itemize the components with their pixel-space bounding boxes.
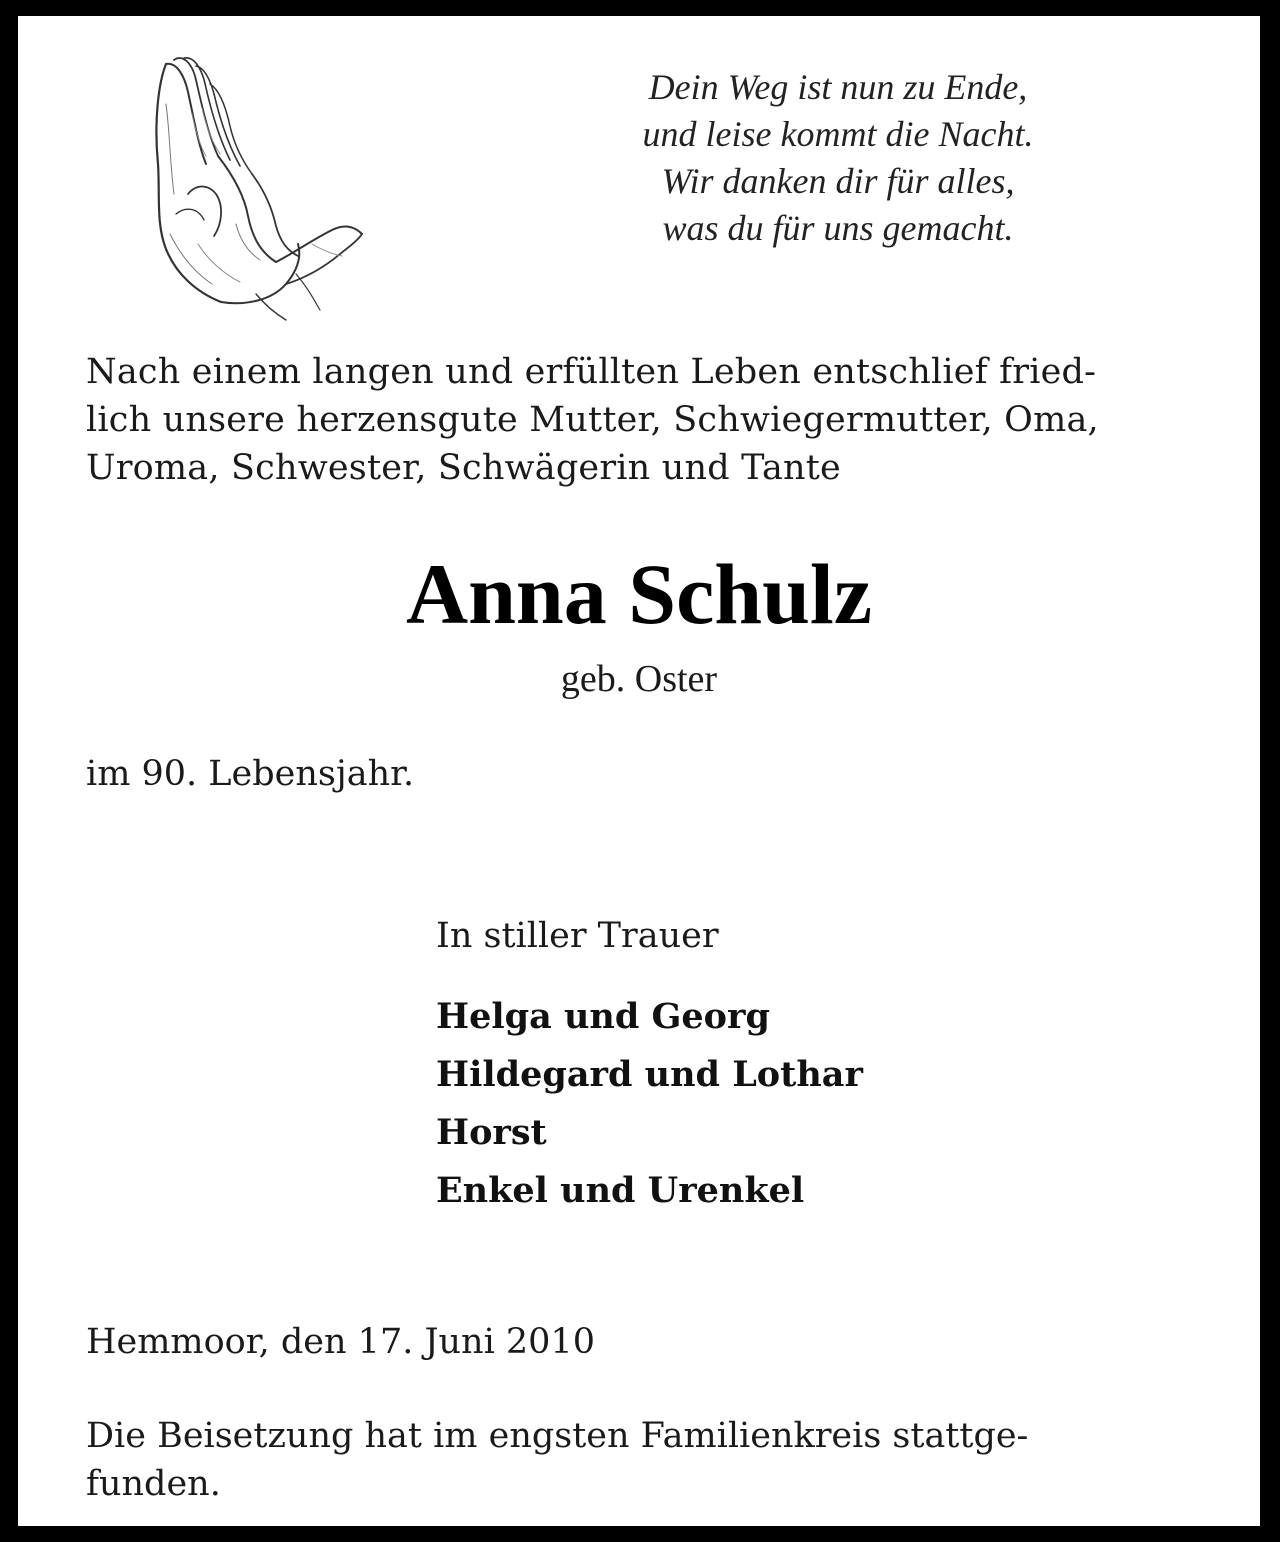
intro-paragraph	[86, 348, 1226, 492]
poem-line: Wir danken dir für alles,	[661, 161, 1015, 201]
mourning-heading: In stiller Trauer	[436, 916, 719, 956]
poem-line: und leise kommt die Nacht.	[642, 114, 1034, 154]
maiden-name: geb. Oster	[560, 658, 718, 700]
intro-line: lich unsere herzensgute Mutter, Schwiegermutter, Oma,	[86, 400, 1099, 440]
intro-line: Nach einem langen und erfüllten Leben entschlief fried-	[86, 352, 1097, 392]
mourner-name: Hildegard und Lothar	[436, 1054, 863, 1095]
praying-hands-icon	[136, 44, 366, 324]
place-date: Hemmoor, den 17. Juni 2010	[86, 1322, 595, 1362]
mourner-name: Enkel und Urenkel	[436, 1170, 805, 1211]
age-line: im 90. Lebensjahr.	[86, 754, 415, 794]
intro-line: Uroma, Schwester, Schwägerin und Tante	[86, 448, 841, 488]
deceased-name: Anna Schulz	[406, 546, 872, 642]
poem-line: Dein Weg ist nun zu Ende,	[648, 67, 1028, 107]
memorial-poem	[488, 64, 1188, 252]
burial-line: Die Beisetzung hat im engsten Familienkreis stattge-	[86, 1416, 1029, 1456]
burial-line: funden.	[86, 1464, 221, 1504]
mourner-name: Helga und Georg	[436, 996, 770, 1037]
poem-line: was du für uns gemacht.	[662, 208, 1014, 248]
mourner-name: Horst	[436, 1112, 547, 1153]
mourners-list	[436, 988, 863, 1220]
burial-notice	[86, 1412, 1226, 1508]
